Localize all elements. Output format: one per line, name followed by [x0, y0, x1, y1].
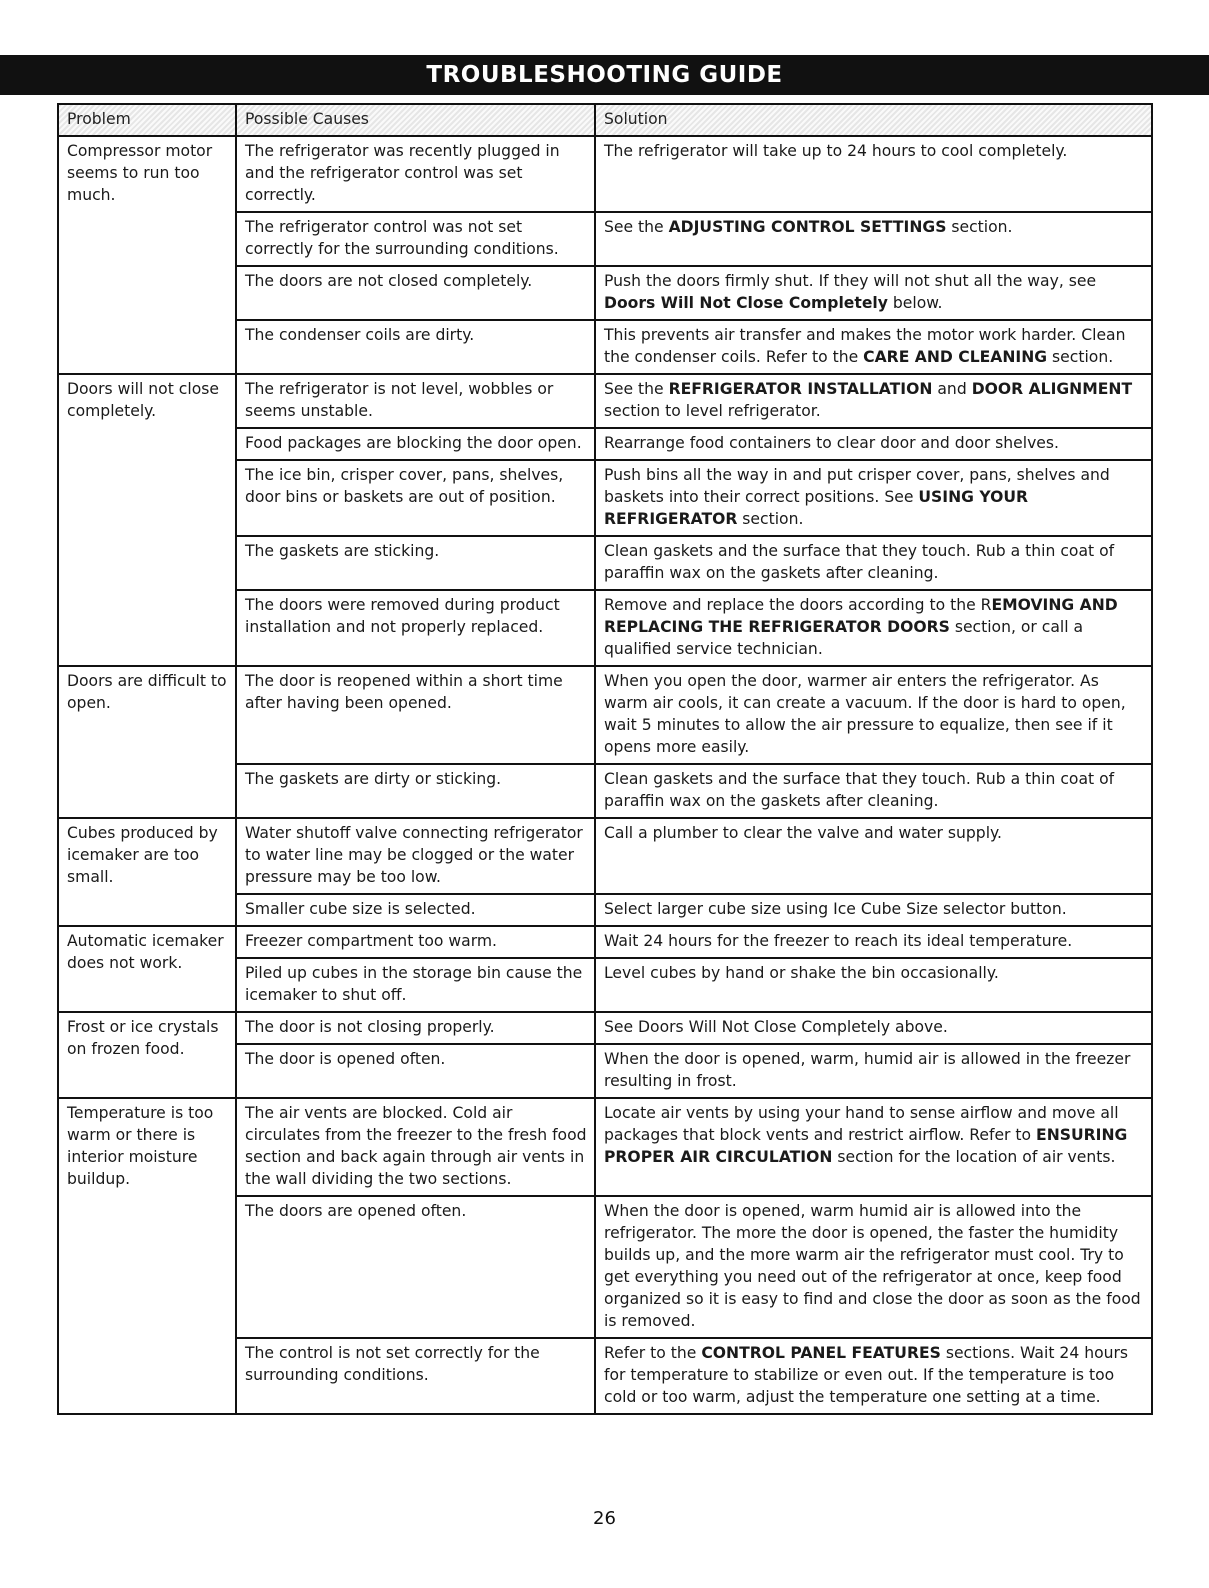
emphasis-text: Doors Will Not Close Completely: [604, 294, 888, 312]
solution-cell: Clean gaskets and the surface that they touch. Rub a thin coat of paraffin wax on the gaskets after cleaning.: [595, 764, 1152, 818]
cause-cell: The door is reopened within a short time after having been opened.: [236, 666, 595, 764]
table-row: [58, 374, 1152, 428]
table-row: [58, 666, 1152, 764]
problem-cell: Cubes produced by icemaker are too small.: [58, 818, 236, 926]
emphasis-text: CARE AND CLEANING: [863, 348, 1048, 366]
cause-cell: Smaller cube size is selected.: [236, 894, 595, 926]
solution-cell: See the REFRIGERATOR INSTALLATION and DOOR ALIGNMENT section to level refrigerator.: [595, 374, 1152, 428]
cause-cell: The doors were removed during product installation and not properly replaced.: [236, 590, 595, 666]
table-header-row: [58, 104, 1152, 136]
cause-cell: Food packages are blocking the door open.: [236, 428, 595, 460]
cause-cell: The control is not set correctly for the surrounding conditions.: [236, 1338, 595, 1414]
header-solution: Solution: [595, 104, 1152, 136]
cause-cell: The air vents are blocked. Cold air circulates from the freezer to the fresh food section and back again through air vents in the wall dividing the two sections.: [236, 1098, 595, 1196]
solution-cell: When you open the door, warmer air enters the refrigerator. As warm air cools, it can create a vacuum. If the door is hard to open, wait 5 minutes to allow the air pressure to equalize, then see if it opens more easily.: [595, 666, 1152, 764]
emphasis-text: ADJUSTING CONTROL SETTINGS: [668, 218, 947, 236]
solution-cell: Remove and replace the doors according to the REMOVING AND REPLACING THE REFRIGERATOR DOORS section, or call a qualified service technician.: [595, 590, 1152, 666]
solution-cell: The refrigerator will take up to 24 hours to cool completely.: [595, 136, 1152, 212]
cause-cell: The doors are opened often.: [236, 1196, 595, 1338]
emphasis-text: EMOVING AND REPLACING THE REFRIGERATOR DOORS: [604, 596, 1118, 636]
emphasis-text: CONTROL PANEL FEATURES: [701, 1344, 941, 1362]
cause-cell: The refrigerator is not level, wobbles or seems unstable.: [236, 374, 595, 428]
table-row: [58, 818, 1152, 894]
table-row: [58, 1098, 1152, 1196]
page-number: 26: [593, 1508, 616, 1529]
emphasis-text: REFRIGERATOR INSTALLATION: [668, 380, 933, 398]
solution-cell: Push bins all the way in and put crisper cover, pans, shelves and baskets into their correct positions. See USING YOUR REFRIGERATOR section.: [595, 460, 1152, 536]
solution-cell: Push the doors firmly shut. If they will not shut all the way, see Doors Will Not Close Completely below.: [595, 266, 1152, 320]
solution-cell: See Doors Will Not Close Completely above.: [595, 1012, 1152, 1044]
solution-cell: Clean gaskets and the surface that they touch. Rub a thin coat of paraffin wax on the gaskets after cleaning.: [595, 536, 1152, 590]
table-row: [58, 136, 1152, 212]
solution-cell: Locate air vents by using your hand to sense airflow and move all packages that block vents and restrict airflow. Refer to ENSURING PROPER AIR CIRCULATION section for the location of air vents.: [595, 1098, 1152, 1196]
table-body: [58, 136, 1152, 1414]
problem-cell: Doors are difficult to open.: [58, 666, 236, 818]
cause-cell: Freezer compartment too warm.: [236, 926, 595, 958]
cause-cell: The gaskets are dirty or sticking.: [236, 764, 595, 818]
table-row: [58, 1012, 1152, 1044]
cause-cell: The door is opened often.: [236, 1044, 595, 1098]
solution-cell: See the ADJUSTING CONTROL SETTINGS section.: [595, 212, 1152, 266]
header-problem: Problem: [58, 104, 236, 136]
solution-cell: Wait 24 hours for the freezer to reach its ideal temperature.: [595, 926, 1152, 958]
header-possible-causes: Possible Causes: [236, 104, 595, 136]
troubleshooting-table: [57, 103, 1153, 1415]
solution-cell: Rearrange food containers to clear door and door shelves.: [595, 428, 1152, 460]
cause-cell: Water shutoff valve connecting refrigerator to water line may be clogged or the water pressure may be too low.: [236, 818, 595, 894]
solution-cell: When the door is opened, warm, humid air is allowed in the freezer resulting in frost.: [595, 1044, 1152, 1098]
problem-cell: Compressor motor seems to run too much.: [58, 136, 236, 374]
emphasis-text: USING YOUR REFRIGERATOR: [604, 488, 1029, 528]
emphasis-text: ENSURING PROPER AIR CIRCULATION: [604, 1126, 1128, 1166]
solution-cell: Call a plumber to clear the valve and water supply.: [595, 818, 1152, 894]
cause-cell: The doors are not closed completely.: [236, 266, 595, 320]
cause-cell: The refrigerator control was not set correctly for the surrounding conditions.: [236, 212, 595, 266]
cause-cell: The gaskets are sticking.: [236, 536, 595, 590]
problem-cell: Frost or ice crystals on frozen food.: [58, 1012, 236, 1098]
emphasis-text: DOOR ALIGNMENT: [971, 380, 1133, 398]
solution-cell: When the door is opened, warm humid air is allowed into the refrigerator. The more the door is opened, the faster the humidity builds up, and the more warm air the refrigerator must cool. Try to get everything you need out of the refrigerator at once, keep food organized so it is easy to find and close the door as soon as the food is removed.: [595, 1196, 1152, 1338]
problem-cell: Doors will not close completely.: [58, 374, 236, 666]
solution-cell: This prevents air transfer and makes the motor work harder. Clean the condenser coils. Refer to the CARE AND CLEANING section.: [595, 320, 1152, 374]
cause-cell: The refrigerator was recently plugged in and the refrigerator control was set correctly.: [236, 136, 595, 212]
solution-cell: Level cubes by hand or shake the bin occasionally.: [595, 958, 1152, 1012]
problem-cell: Automatic icemaker does not work.: [58, 926, 236, 1012]
cause-cell: The condenser coils are dirty.: [236, 320, 595, 374]
solution-cell: Select larger cube size using Ice Cube Size selector button.: [595, 894, 1152, 926]
problem-cell: Temperature is too warm or there is interior moisture buildup.: [58, 1098, 236, 1414]
cause-cell: Piled up cubes in the storage bin cause the icemaker to shut off.: [236, 958, 595, 1012]
cause-cell: The ice bin, crisper cover, pans, shelves, door bins or baskets are out of position.: [236, 460, 595, 536]
solution-cell: Refer to the CONTROL PANEL FEATURES sections. Wait 24 hours for temperature to stabilize or even out. If the temperature is too cold or too warm, adjust the temperature one setting at a time.: [595, 1338, 1152, 1414]
table-row: [58, 926, 1152, 958]
page-title: TROUBLESHOOTING GUIDE: [0, 55, 1209, 95]
cause-cell: The door is not closing properly.: [236, 1012, 595, 1044]
